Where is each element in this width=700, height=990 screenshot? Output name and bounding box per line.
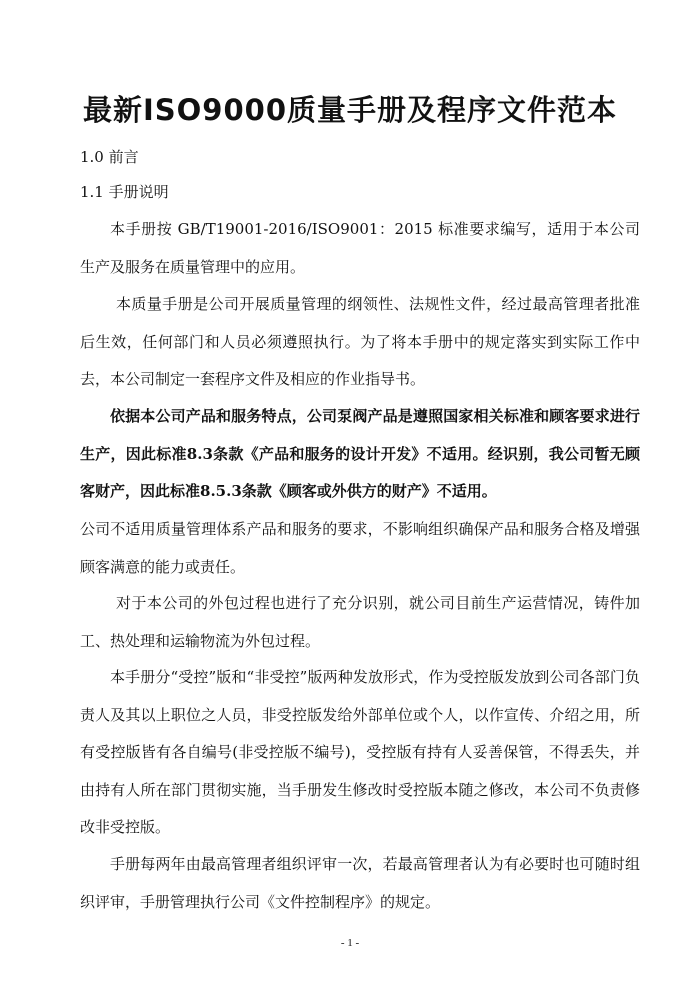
section-heading-preface (80, 147, 139, 167)
section-label: 手册说明 (108, 183, 169, 201)
paragraph-review: 手册每两年由最高管理者组织评审一次，若最高管理者认为有必要时也可随时组织评审，手册管理执行公司《文件控制程序》的规定。 (80, 855, 640, 911)
document-title: 最新ISO9000质量手册及程序文件范本 (82, 93, 618, 127)
paragraph-manual-authority: 本质量手册是公司开展质量管理的纲领性、法规性文件，经过最高管理者批准后生效，任何部门和人员必须遵照执行。为了将本手册中的规定落实到实际工作中去，本公司制定一套程序文件及相应的作业指导书。 (80, 295, 640, 388)
paragraph-scope: 本手册按 GB/T19001-2016/ISO9001：2015 标准要求编写，适用于本公司生产及服务在质量管理中的应用。 (80, 220, 640, 276)
section-heading-manual-description (80, 182, 169, 202)
paragraph-exclusions: 依据本公司产品和服务特点，公司泵阀产品是遵照国家相关标准和顾客要求进行生产，因此标准8.3条款《产品和服务的设计开发》不适用。经识别，我公司暂无顾客财产，因此标准8.5.3条款《顾客或外供方的财产》不适用。 (80, 407, 640, 500)
paragraph-exclusion-impact: 公司不适用质量管理体系产品和服务的要求，不影响组织确保产品和服务合格及增强顾客满意的能力或责任。 (80, 520, 640, 576)
section-label: 前言 (108, 148, 139, 166)
paragraph-outsourcing: 对于本公司的外包过程也进行了充分识别，就公司目前生产运营情况，铸件加工、热处理和运输物流为外包过程。 (80, 594, 640, 650)
section-number: 1.1 (80, 183, 104, 201)
paragraph-distribution: 本手册分“受控”版和“非受控”版两种发放形式，作为受控版发放到公司各部门负责人及其以上职位之人员，非受控版发给外部单位或个人，以作宣传、介绍之用，所有受控版皆有各自编号(非受控版不编号)，受控版有持有人妥善保管，不得丢失，并由持有人所在部门贯彻实施，当手册发生修改时受控版本随之修改，本公司不负责修改非受控版。 (80, 668, 640, 836)
page-number: - 1 - (340, 937, 360, 949)
section-number: 1.0 (80, 148, 104, 166)
